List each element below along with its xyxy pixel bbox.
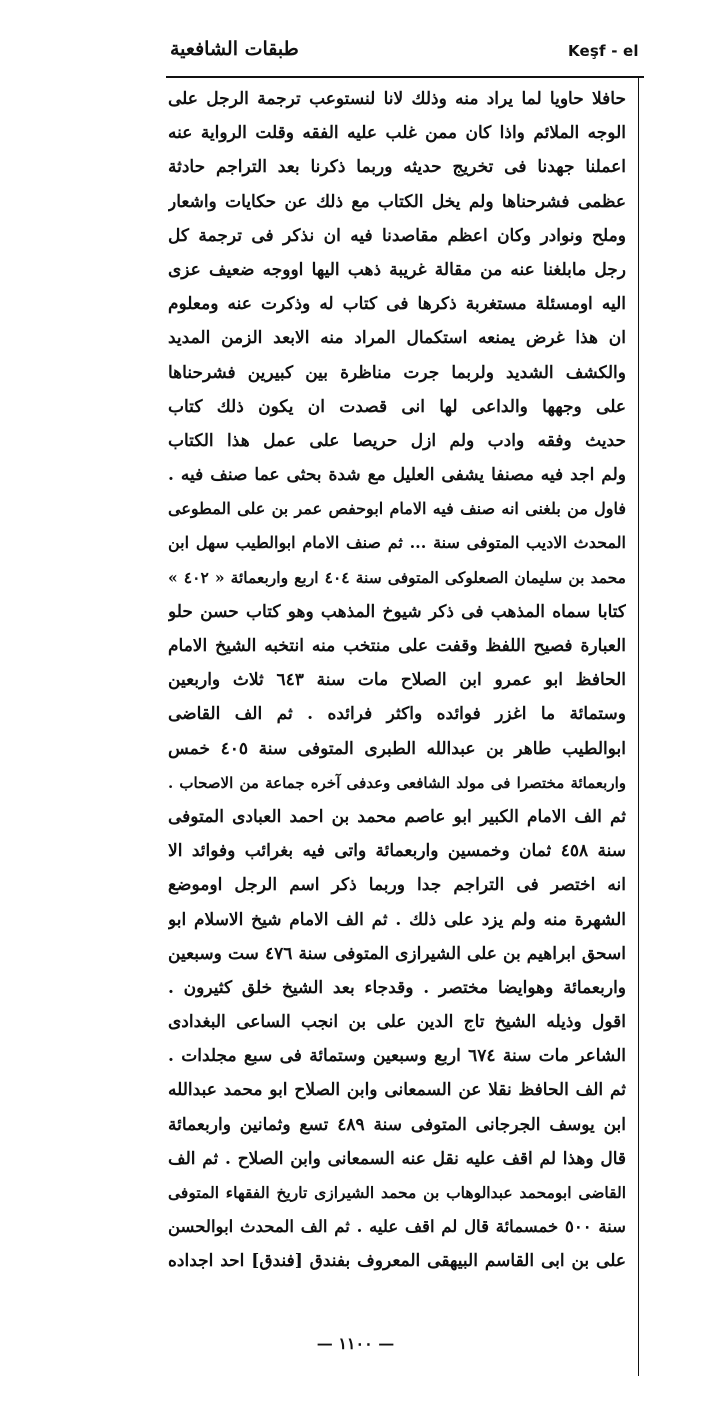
text-line: على بن ابى القاسم البيهقى المعروف بفندق [فندق] احد اجداده <box>168 1251 626 1272</box>
text-line: الشاعر مات سنة ٦٧٤ اربع وسبعين وستمائة فى سبع مجلدات . <box>168 1046 626 1067</box>
text-line: اعملنا جهدنا فى تخريج حديثه وربما ذكرنا بعد التراجم حادثة <box>168 157 626 178</box>
text-line: القاضى ابومحمد عبدالوهاب بن محمد الشيرازى تاريخ الفقهاء المتوفى <box>168 1183 626 1202</box>
text-line: على وجهها والداعى لها انى قصدت ان يكون ذلك كتاب <box>168 396 626 417</box>
text-line: حديث وفقه وادب ولم ازل حريصا على عمل هذا الكتاب <box>168 430 626 451</box>
book-title: طبقات الشافعية <box>170 38 299 60</box>
text-line: اليه اومسئلة مستغربة ذكرها فى كتاب له وذكرت عنه ومعلوم <box>168 294 626 315</box>
text-line: والكشف الشديد ولربما جرت مناظرة بين كبيرين فشرحناها <box>168 362 626 383</box>
text-line: حافلا حاويا لما يراد منه وذلك لانا لنستوعب ترجمة الرجل على <box>168 89 626 109</box>
text-line: المحدث الاديب المتوفى سنة ... ثم صنف الامام ابوالطيب سهل ابن <box>168 533 626 553</box>
body-text <box>168 82 626 1279</box>
text-line: واربعمائة وهوايضا مختصر . وقدجاء بعد الشيخ خلق كثيرون . <box>168 977 626 998</box>
text-line: انه اختصر فى التراجم جدا وربما ذكر اسم الرجل اوموضع <box>168 875 626 896</box>
text-line: الوجه الملائم واذا كان ممن غلب عليه الفقه وقلت الرواية عنه <box>168 123 626 144</box>
text-line: محمد بن سليمان الصعلوكى المتوفى سنة ٤٠٤ اربع واربعمائة « ٤٠٢ » <box>168 567 626 587</box>
text-line: ابوالطيب طاهر بن عبدالله الطبرى المتوفى سنة ٤٠٥ خمس <box>168 738 626 759</box>
text-line: سنة ٤٥٨ ثمان وخمسين واربعمائة واتى فيه بغرائب وفوائد الا <box>168 841 626 862</box>
text-line: واربعمائة مختصرا فى مولد الشافعى وعدفى آخره جماعة من الاصحاب . <box>168 773 626 792</box>
text-line: العبارة فصيح اللفظ وقفت على منتخب منه انتخبه الشيخ الامام <box>168 636 626 656</box>
section-label: Keşf - el <box>568 42 639 60</box>
text-line: قال وهذا لم اقف عليه نقل عنه السمعانى وابن الصلاح . ثم الف <box>168 1148 626 1169</box>
text-line: كتابا سماه المذهب فى ذكر شيوخ المذهب وهو كتاب حسن حلو <box>168 601 626 622</box>
text-line: ابن يوسف الجرجانى المتوفى سنة ٤٨٩ تسع وثمانين واربعمائة <box>168 1114 626 1135</box>
page-number: — ١١٠٠ — <box>316 1334 395 1353</box>
text-line: عظمى فشرحناها ولم يخل الكتاب مع ذلك عن حكايات واشعار <box>168 191 626 212</box>
text-line: اقول وذيله الشيخ تاج الدين على بن انجب الساعى البغدادى <box>168 1012 626 1033</box>
text-line: ان هذا غرض يمنعه استكمال المراد منه الابعد الزمن المديد <box>168 328 626 349</box>
text-line: اسحق ابراهيم بن على الشيرازى المتوفى سنة ٤٧٦ ست وسبعين <box>168 943 626 964</box>
text-line: ثم الف الامام الكبير ابو عاصم محمد بن احمد العبادى المتوفى <box>168 806 626 827</box>
text-line: وملح ونوادر وكان اعظم مقاصدنا فيه ان نذكر فى ترجمة كل <box>168 225 626 246</box>
header-rule <box>166 76 644 78</box>
text-line: فاول من بلغنى انه صنف فيه الامام ابوحفص عمر بن على المطوعى <box>168 499 626 519</box>
text-line: رجل مابلغنا عنه من مقالة غريبة ذهب اليها اووجه ضعيف عزى <box>168 259 626 280</box>
margin-rule <box>638 76 639 1376</box>
text-line: وستمائة ما اغزر فوائده واكثر فرائده . ثم الف القاضى <box>168 704 626 725</box>
text-line: ولم اجد فيه مصنفا يشفى العليل مع شدة بحثى عما صنف فيه . <box>168 465 626 486</box>
text-line: سنة ٥٠٠ خمسمائة قال لم اقف عليه . ثم الف المحدث ابوالحسن <box>168 1217 626 1237</box>
text-line: ثم الف الحافظ نقلا عن السمعانى وابن الصلاح ابو محمد عبدالله <box>168 1080 626 1101</box>
text-line: الحافظ ابو عمرو ابن الصلاح مات سنة ٦٤٣ ثلاث واربعين <box>168 670 626 691</box>
text-line: الشهرة منه ولم يزد على ذلك . ثم الف الامام شيخ الاسلام ابو <box>168 909 626 930</box>
